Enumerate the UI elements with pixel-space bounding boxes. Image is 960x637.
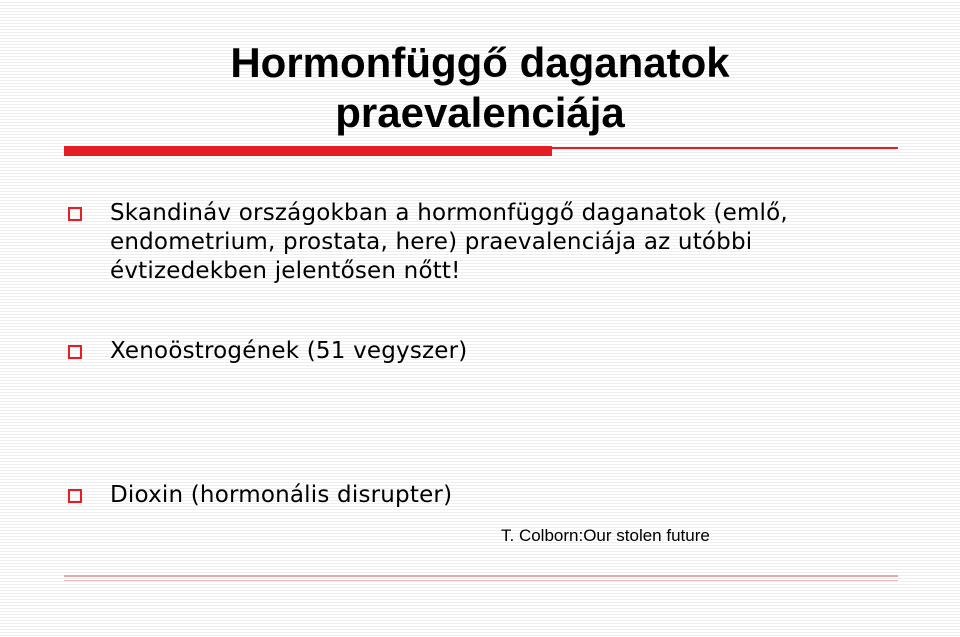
slide-title-line-2: praevalenciája (335, 89, 625, 136)
footer-divider-thin (64, 580, 898, 581)
title-underline-line (552, 147, 898, 149)
square-bullet-icon (68, 489, 82, 503)
bullet-text-3: Dioxin (hormonális disrupter) (110, 482, 453, 508)
title-underline-bar (64, 146, 552, 156)
slide-title (0, 38, 960, 138)
square-bullet-icon (68, 345, 82, 359)
bullet-text-2: Xenoöstrogének (51 vegyszer) (110, 338, 468, 364)
slide-title-line-1: Hormonfüggő daganatok (230, 39, 730, 86)
footer-divider (64, 575, 898, 577)
square-bullet-icon (68, 207, 82, 221)
citation: T. Colborn:Our stolen future (501, 526, 710, 545)
bullet-text-1: Skandináv országokban a hormonfüggő daganatok (emlő, endometrium, prostata, here) praevalenciája az utóbbi évtizedekben jelentősen nőtt! (110, 200, 788, 284)
